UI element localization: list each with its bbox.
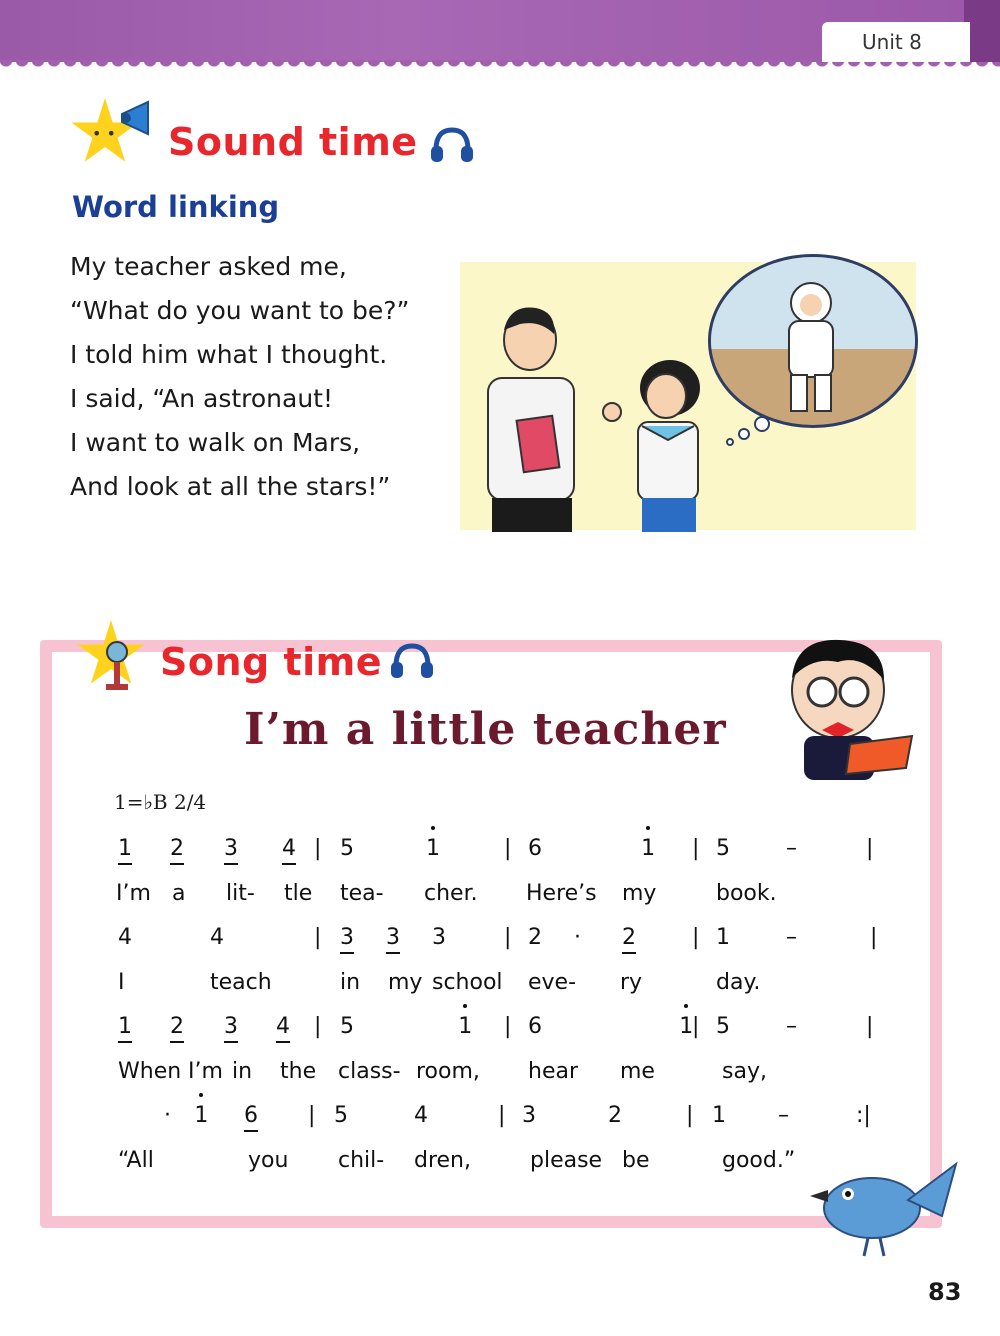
lyric: school [432, 970, 503, 995]
note: 6 [528, 1014, 542, 1039]
note: 2 [622, 925, 636, 954]
megaphone-icon [118, 100, 162, 136]
song-time-title: Song time [160, 640, 383, 684]
lyric: tle [284, 881, 313, 906]
note-high: 1 [426, 836, 440, 861]
dot: · [164, 1103, 171, 1128]
lyric: class- [338, 1059, 401, 1084]
lyric: good.” [722, 1148, 796, 1173]
note: 1 [118, 1014, 132, 1043]
lyric: say, [722, 1059, 767, 1084]
barline: | [692, 836, 700, 861]
barline: | [504, 1014, 512, 1039]
teacher-and-girl-figures [470, 300, 720, 532]
note: 6 [244, 1103, 258, 1132]
lyric: book. [716, 881, 777, 906]
barline: | [308, 1103, 316, 1128]
lyric: in [340, 970, 361, 995]
barline: | [866, 1014, 874, 1039]
poem-line: And look at all the stars!” [70, 472, 391, 501]
note: 4 [276, 1014, 290, 1043]
note: 3 [386, 925, 400, 954]
note: 3 [224, 1014, 238, 1043]
lyric: I [118, 970, 125, 995]
lyric: room, [416, 1059, 480, 1084]
barline: | [692, 1014, 700, 1039]
word-linking-subtitle: Word linking [72, 190, 280, 224]
page-number: 83 [928, 1278, 962, 1306]
lyric: lit- [226, 881, 255, 906]
note: 2 [170, 836, 184, 865]
note: 1 [712, 1103, 726, 1128]
lyric: day. [716, 970, 761, 995]
note: 4 [118, 925, 132, 950]
note: 4 [282, 836, 296, 865]
dash: – [786, 836, 797, 861]
lyric: When [118, 1059, 182, 1084]
note: 3 [522, 1103, 536, 1128]
note: 4 [210, 925, 224, 950]
poem-line: I said, “An astronaut! [70, 384, 334, 413]
repeat-barline: :| [856, 1103, 871, 1128]
dash: – [778, 1103, 789, 1128]
dash: – [786, 925, 797, 950]
dash: – [786, 1014, 797, 1039]
lyric: hear [528, 1059, 579, 1084]
headphones-icon [388, 640, 436, 680]
note-high: 1 [458, 1014, 473, 1039]
note: 3 [432, 925, 446, 950]
lyric: my [388, 970, 423, 995]
star-face: • • [92, 124, 116, 143]
note: 2 [528, 925, 542, 950]
note: 1 [118, 836, 132, 865]
headphones-icon [428, 124, 476, 164]
unit-label: Unit 8 [862, 30, 922, 54]
note: 1 [716, 925, 730, 950]
lyric: teach [210, 970, 272, 995]
note: 3 [340, 925, 354, 954]
barline: | [314, 1014, 322, 1039]
poem-line: “What do you want to be?” [70, 296, 410, 325]
blue-bird-icon [808, 1160, 958, 1260]
lyric: me [620, 1059, 655, 1084]
barline: | [498, 1103, 506, 1128]
lyric: chil- [338, 1148, 385, 1173]
poem [70, 245, 409, 509]
poem-line: I want to walk on Mars, [70, 428, 361, 457]
lyric: “All [118, 1148, 154, 1173]
lyric: you [248, 1148, 289, 1173]
astronaut-icon [771, 277, 851, 417]
barline: | [692, 925, 700, 950]
note: 5 [340, 1014, 354, 1039]
lyric: a [172, 881, 186, 906]
lyric: Here’s [526, 881, 597, 906]
barline: | [314, 836, 322, 861]
lyric: in [232, 1059, 253, 1084]
lyric: my [622, 881, 657, 906]
sound-time-title: Sound time [168, 120, 418, 164]
barline: | [504, 925, 512, 950]
note: 3 [224, 836, 238, 865]
note: 6 [528, 836, 542, 861]
dot: · [574, 925, 581, 950]
song-title: I’m a little teacher [244, 704, 727, 755]
note: 5 [716, 836, 730, 861]
barline: | [314, 925, 322, 950]
thought-bubble-dots [722, 414, 782, 448]
note: 2 [608, 1103, 622, 1128]
note: 4 [414, 1103, 428, 1128]
lyric: tea- [340, 881, 384, 906]
poem-line: I told him what I thought. [70, 340, 388, 369]
note-high: 1 [641, 836, 656, 861]
lyric: please [530, 1148, 603, 1173]
microphone-icon [102, 640, 132, 696]
lyric: be [622, 1148, 650, 1173]
note: 5 [340, 836, 354, 861]
barline: | [870, 925, 878, 950]
poem-line: My teacher asked me, [70, 252, 347, 281]
lyric: cher. [424, 881, 478, 906]
lyric: eve- [528, 970, 577, 995]
note: 2 [170, 1014, 184, 1043]
note-high: 1 [679, 1014, 694, 1039]
barline: | [504, 836, 512, 861]
barline: | [686, 1103, 694, 1128]
boy-reading-icon [778, 632, 914, 780]
lyric: I’m [116, 881, 151, 906]
note: 5 [334, 1103, 348, 1128]
lyric: dren, [414, 1148, 471, 1173]
key-signature: 1=♭B 2/4 [114, 790, 207, 814]
lyric: I’m [188, 1059, 223, 1084]
lyric: ry [620, 970, 643, 995]
barline: | [866, 836, 874, 861]
lyric: the [280, 1059, 317, 1084]
note: 5 [716, 1014, 730, 1039]
note-high: 1 [194, 1103, 209, 1128]
thought-bubble-astronaut [708, 254, 918, 428]
